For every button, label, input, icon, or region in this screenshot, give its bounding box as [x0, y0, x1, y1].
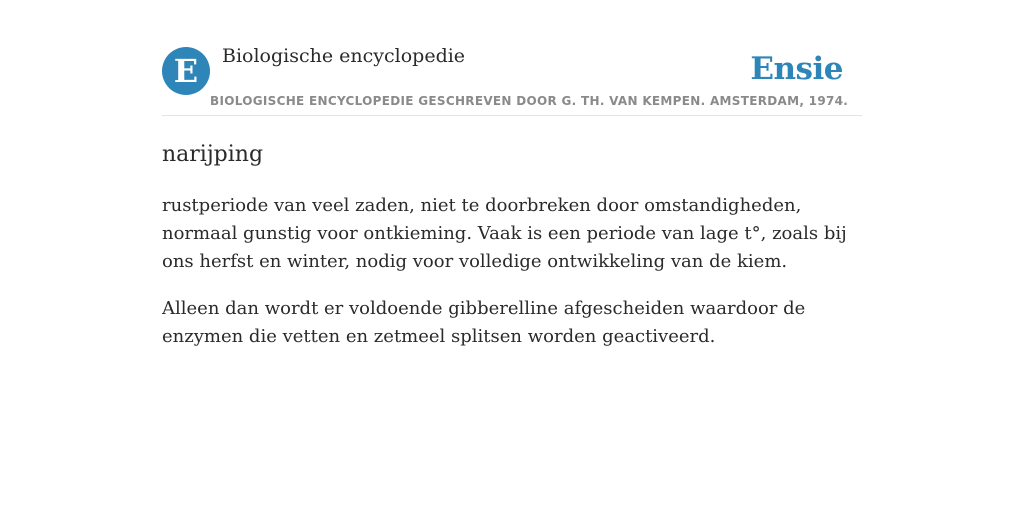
encyclopedia-logo-icon[interactable]: E [162, 47, 210, 95]
page [162, 0, 862, 351]
ensie-brand-logo[interactable]: Ensie [750, 51, 843, 87]
book-title-link[interactable]: Biologische encyclopedie [222, 45, 466, 67]
entry-body [162, 192, 862, 351]
entry-title: narijping [162, 142, 264, 167]
entry-paragraph: rustperiode van veel zaden, niet te doorbreken door omstandigheden, normaal gunstig voor ontkieming. Vaak is een periode van lage t°, zoals bij ons herfst en winter, nodig voor volledige ontwikkeling van de kiem. [162, 195, 847, 272]
header [162, 0, 862, 116]
entry-paragraph: Alleen dan wordt er voldoende gibberelline afgescheiden waardoor de enzymen die vetten en zetmeel splitsen worden geactiveerd. [162, 298, 806, 347]
source-attribution: BIOLOGISCHE ENCYCLOPEDIE GESCHREVEN DOOR G. TH. VAN KEMPEN. AMSTERDAM, 1974. [210, 94, 849, 108]
